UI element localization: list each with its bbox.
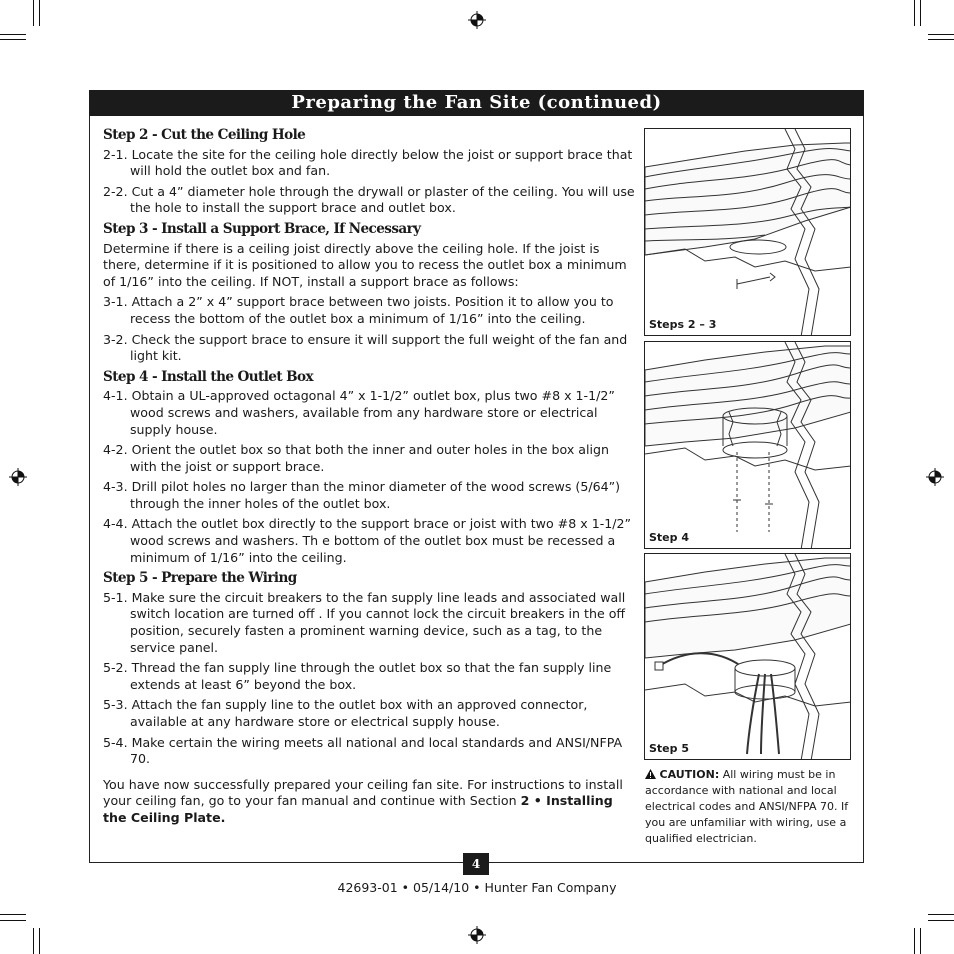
crop-mark (33, 0, 34, 26)
crop-mark (39, 928, 40, 954)
page-title: Preparing the Fan Site (continued) (89, 90, 864, 116)
crop-mark (0, 914, 26, 915)
crop-mark (0, 39, 26, 40)
crop-mark (920, 0, 921, 26)
list-item: 4-2. Orient the outlet box so that both the inner and outer holes in the box align with the joist or support brace. (103, 442, 609, 474)
figure-step-4 (644, 341, 851, 549)
warning-triangle-icon (645, 769, 656, 779)
crop-mark (0, 920, 26, 921)
list-item: 4-1. Obtain a UL-approved octagonal 4” x 1-1/2” outlet box, plus two #8 x 1-1/2” wood screws and washers, available from any hardware store or electrical supply house. (103, 388, 615, 437)
list-item: 5-2. Thread the fan supply line through the outlet box so that the fan supply line extends at least 6” beyond the box. (103, 660, 612, 692)
conclusion (103, 777, 636, 827)
registration-mark-icon (926, 468, 944, 486)
step-5-heading: Step 5 - Prepare the Wiring (103, 570, 297, 587)
footer: 42693-01 • 05/14/10 • Hunter Fan Company (337, 880, 617, 895)
crop-mark (920, 928, 921, 954)
step-4-heading: Step 4 - Install the Outlet Box (103, 368, 314, 385)
caution-label: CAUTION: (659, 768, 720, 781)
ceiling-hole-illustration (645, 129, 851, 336)
crop-mark (928, 39, 954, 40)
list-item: 4-4. Attach the outlet box directly to the support brace or joist with two #8 x 1-1/2” wood screws and washers. Th e bottom of the outlet box must be recessed a minimum of 1/16” into the ceiling. (103, 516, 632, 565)
page-number: 4 (463, 853, 489, 875)
crop-mark (33, 928, 34, 954)
registration-mark-icon (468, 11, 486, 29)
instructions (103, 125, 636, 827)
caution-note (645, 767, 855, 847)
conclusion-text: You have now successfully prepared your ceiling fan site. For instructions to install your ceiling fan, go to your fan manual and continue with Section (103, 776, 623, 809)
conclusion-section-ref: 2 • Installing the Ceiling Plate. (103, 793, 613, 825)
figure-caption: Step 4 (649, 531, 689, 544)
list-item: 2-1. Locate the site for the ceiling hole directly below the joist or support brace that will hold the outlet box and fan. (103, 146, 633, 179)
step-2-heading: Step 2 - Cut the Ceiling Hole (103, 127, 306, 143)
caution-text: All wiring must be in accordance with national and local electrical codes and ANSI/NFPA 70. If you are unfamiliar with wiring, use a qualified electrician. (645, 768, 849, 845)
figure-caption: Step 5 (649, 742, 689, 755)
outlet-box-illustration (645, 342, 851, 549)
crop-mark (928, 914, 954, 915)
figure-step-5 (644, 553, 851, 760)
registration-mark-icon (9, 468, 27, 486)
list-item: 3-1. Attach a 2” x 4” support brace between two joists. Position it to allow you to recess the bottom of the outlet box a minimum of 1/16” into the ceiling. (103, 294, 614, 326)
list-item: 5-4. Make certain the wiring meets all national and local standards and ANSI/NFPA 70. (103, 734, 623, 767)
list-item: 2-2. Cut a 4” diameter hole through the drywall or plaster of the ceiling. You will use the hole to install the support brace and outlet box. (103, 183, 635, 216)
figure-steps-2-3 (644, 128, 851, 336)
crop-mark (39, 0, 40, 26)
step-3-intro: Determine if there is a ceiling joist directly above the ceiling hole. If the joist is there, determine if it is positioned to allow you to recess the outlet box a minimum of 1/16” into the ceiling. If NOT, install a support brace as follows: (103, 240, 627, 289)
crop-mark (928, 920, 954, 921)
crop-mark (0, 34, 26, 35)
list-item: 5-1. Make sure the circuit breakers to the fan supply line leads and associated wall switch location are turned off . If you cannot lock the circuit breakers in the off position, securely fasten a prominent warning device, such as a tag, to the service panel. (103, 589, 626, 655)
crop-mark (914, 928, 915, 954)
step-3-heading: Step 3 - Install a Support Brace, If Necessary (103, 220, 421, 237)
registration-mark-icon (468, 926, 486, 944)
figure-caption: Steps 2 – 3 (649, 318, 717, 331)
wiring-illustration (645, 554, 851, 760)
crop-mark (928, 34, 954, 35)
list-item: 4-3. Drill pilot holes no larger than the minor diameter of the wood screws (5/64”) through the inner holes of the outlet box. (103, 479, 621, 511)
list-item: 3-2. Check the support brace to ensure it will support the full weight of the fan and light kit. (103, 331, 628, 364)
list-item: 5-3. Attach the fan supply line to the outlet box with an approved connector, available at any hardware store or electrical supply house. (103, 697, 588, 729)
crop-mark (914, 0, 915, 26)
